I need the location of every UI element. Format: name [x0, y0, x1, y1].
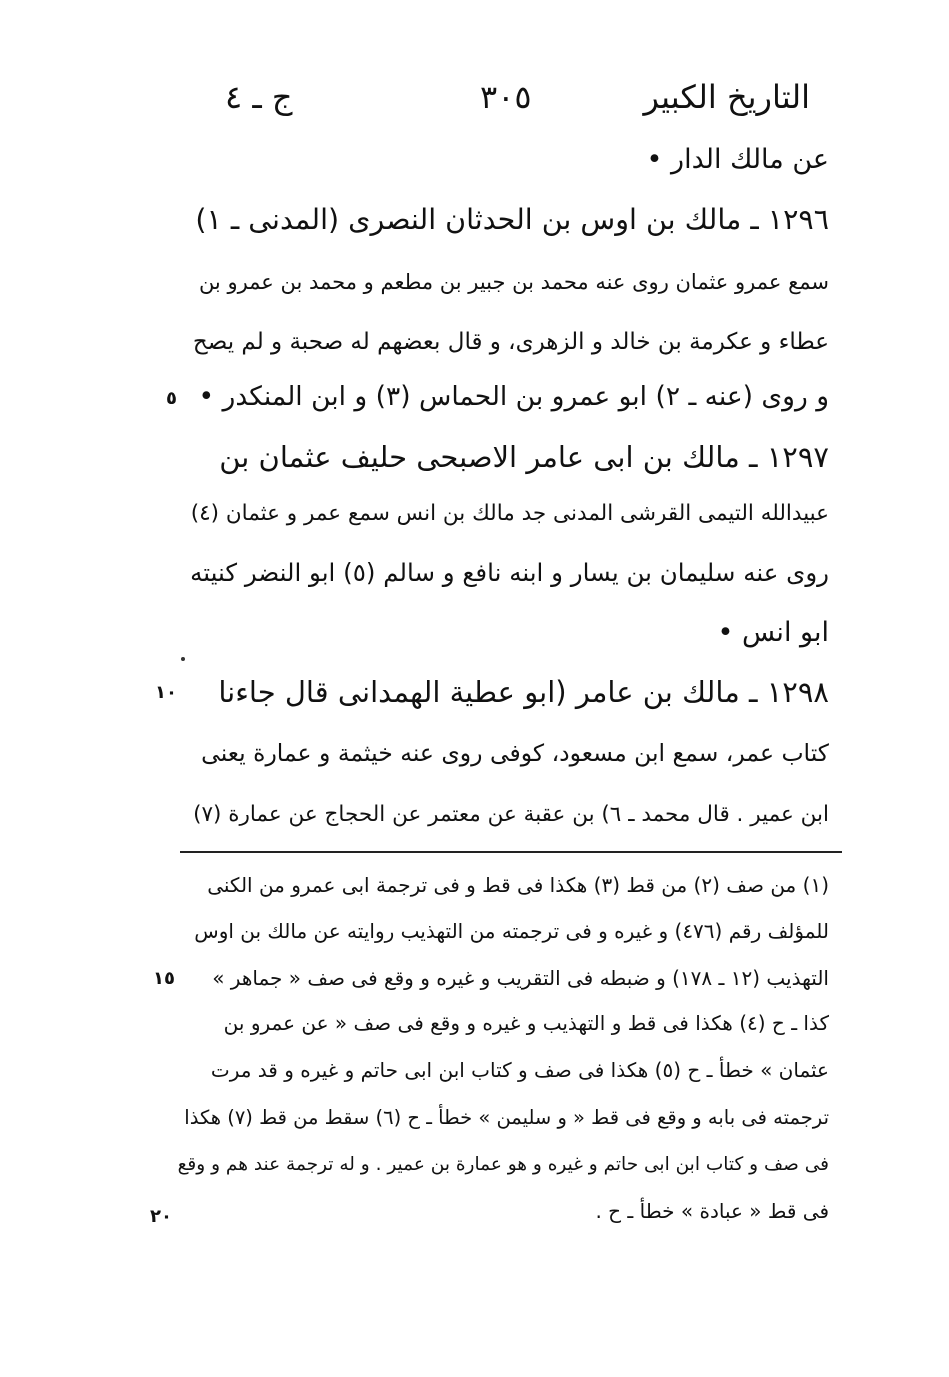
text-line: ابو انس •: [717, 617, 829, 648]
footnote-line: ترجمته فى بابه و وقع فى قط « و سليمن » خطأ ـ ح (٦) سقط من قط (٧) هكذا: [184, 1106, 829, 1129]
line-number-marker: ١٥: [153, 968, 175, 989]
text-line: عطاء و عكرمة بن خالد و الزهرى، و قال بعضهم له صحبة و لم يصح: [192, 329, 829, 355]
entry-heading-1296: ١٢٩٦ ـ مالك بن اوس بن الحدثان النصرى (المدنى ـ ١): [195, 203, 829, 236]
text-line: ابن عمير . قال محمد ـ ٦) بن عقبة عن معتمر عن الحجاج عن عمارة (٧): [193, 802, 829, 827]
text-line: عبيدالله التيمى القرشى المدنى جد مالك بن انس سمع عمر و عثمان (٤): [190, 501, 829, 526]
page-number: ٣٠٥: [480, 78, 532, 116]
line-number-marker: ٥: [166, 388, 177, 409]
footnote-line: للمؤلف رقم (٤٧٦) و غيره و فى ترجمته من التهذيب روايته عن مالك بن اوس: [194, 919, 829, 943]
text-line: و روى (عنه ـ ٢) ابو عمرو بن الحماس (٣) و ابن المنكدر •: [198, 381, 829, 412]
book-title: التاريخ الكبير: [643, 78, 810, 116]
text-line: كتاب عمر، سمع ابن مسعود، كوفى روى عنه خيثمة و عمارة يعنى: [201, 739, 829, 767]
footnote-line: التهذيب (١٢ ـ ١٧٨) و ضبطه فى التقريب و غيره و وقع فى صف « جماهر »: [212, 966, 829, 990]
text-line: روى عنه سليمان بن يسار و ابنه نافع و سالم (٥) ابو النضر كنيته: [190, 558, 829, 587]
page-header: [225, 78, 810, 128]
volume-label: ج ـ ٤: [225, 78, 293, 116]
ink-speck: [181, 657, 185, 661]
line-number-marker: ٢٠: [150, 1206, 172, 1227]
footnote-line: فى صف و كتاب ابن ابى حاتم و غيره و هو عمارة بن عمير . و له ترجمة عند هم و وقع: [177, 1154, 829, 1175]
footnote-line: عثمان » خطأ ـ ح (٥) هكذا فى صف و كتاب ابن ابى حاتم و غيره و قد مرت: [210, 1058, 829, 1082]
text-line: سمع عمرو عثمان روى عنه محمد بن جبير بن مطعم و محمد بن عمرو بن: [198, 270, 829, 294]
entry-heading-1297: ١٢٩٧ ـ مالك بن ابى عامر الاصبحى حليف عثمان بن: [219, 440, 829, 474]
text-line: عن مالك الدار •: [646, 144, 829, 175]
entry-heading-1298: ١٢٩٨ ـ مالك بن عامر (ابو عطية الهمدانى قال جاءنا: [218, 675, 829, 709]
footnote-line: فى قط « عبادة » خطأ ـ ح .: [595, 1199, 829, 1223]
line-number-marker: ١٠: [155, 682, 177, 703]
footnote-divider: [180, 851, 842, 853]
footnote-line: كذا ـ ح (٤) هكذا فى قط و التهذيب و غيره و وقع فى صف « عن عمرو بن: [223, 1011, 829, 1035]
footnote-line: (١) من صف (٢) من قط (٣) هكذا فى قط و فى ترجمة ابى عمرو من الكنى: [207, 873, 829, 897]
